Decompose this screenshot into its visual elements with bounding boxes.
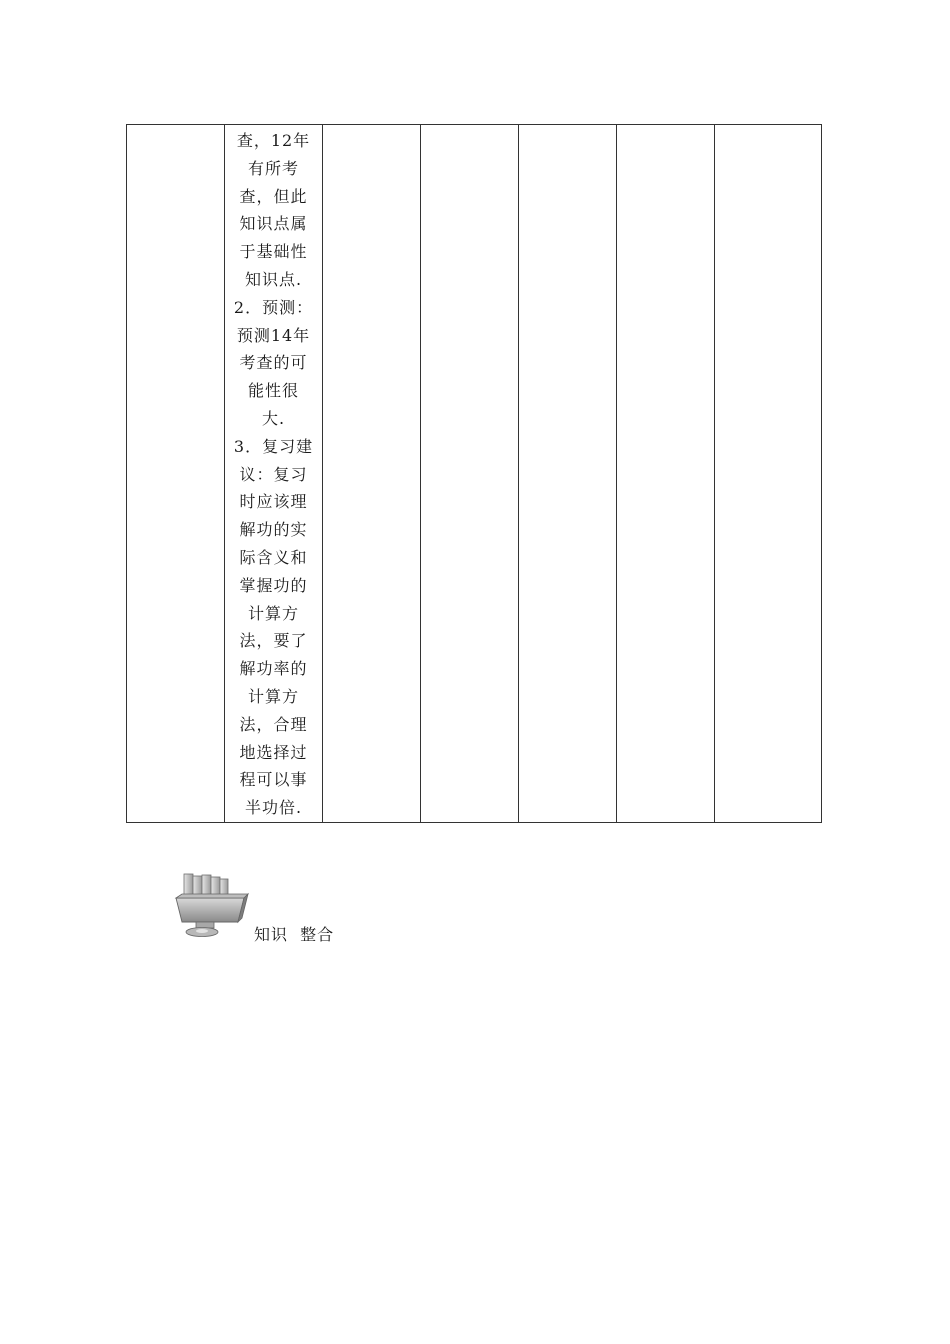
table-cell-3	[323, 125, 421, 823]
table-cell-7	[715, 125, 822, 823]
analysis-line: 于基础性	[239, 242, 308, 262]
analysis-line: 掌握功的	[239, 575, 308, 595]
analysis-line: 法，要了	[239, 631, 308, 651]
analysis-line: 知识点属	[239, 214, 308, 234]
analysis-line: 2．预测：	[233, 297, 314, 317]
analysis-line: 议：复习	[239, 464, 308, 484]
analysis-line: 预测14年	[236, 325, 311, 345]
analysis-line: 际含义和	[239, 547, 308, 567]
table-cell-5	[519, 125, 617, 823]
analysis-line: 计算方	[247, 686, 299, 706]
analysis-line: 程可以事	[239, 770, 308, 790]
table-row	[127, 125, 822, 823]
analysis-line: 法，合理	[239, 714, 308, 734]
analysis-line: 时应该理	[239, 492, 308, 512]
analysis-line: 有所考	[247, 158, 299, 178]
table-cell-6	[617, 125, 715, 823]
content-table	[126, 124, 822, 823]
analysis-line: 半功倍.	[244, 798, 303, 818]
analysis-line: 解功的实	[239, 520, 308, 540]
analysis-line: 地选择过	[239, 742, 308, 762]
table-cell-analysis	[225, 125, 323, 823]
analysis-line: 知识点.	[244, 269, 303, 289]
analysis-line: 解功率的	[239, 659, 308, 679]
bookshelf-icon	[172, 868, 250, 940]
analysis-line: 3．复习建	[233, 436, 314, 456]
analysis-text	[225, 125, 322, 822]
table-cell-1	[127, 125, 225, 823]
section-header	[172, 868, 372, 948]
analysis-line: 大.	[261, 408, 286, 428]
table-cell-4	[421, 125, 519, 823]
section-title: 知识 整合	[254, 925, 335, 944]
analysis-line: 查，但此	[239, 186, 308, 206]
analysis-line: 能性很	[247, 381, 299, 401]
analysis-line: 计算方	[247, 603, 299, 623]
analysis-line: 查，12年	[236, 131, 311, 150]
analysis-line: 考查的可	[239, 353, 308, 373]
